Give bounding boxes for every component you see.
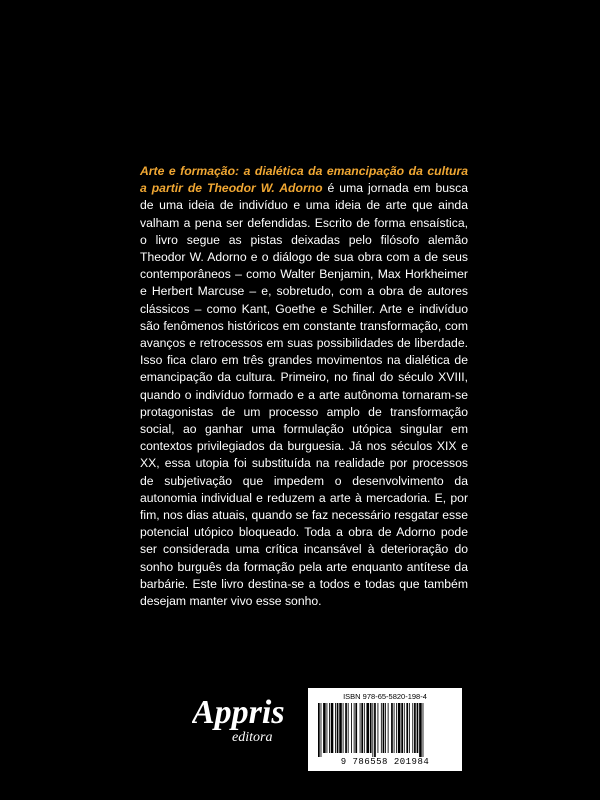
- barcode-bar: [388, 703, 389, 753]
- barcode-bar: [354, 703, 355, 753]
- isbn-barcode-box: [308, 688, 462, 771]
- barcode-bar: [345, 703, 347, 753]
- barcode-bar: [329, 703, 330, 753]
- barcode-bar: [404, 703, 405, 753]
- barcode-bar: [406, 703, 408, 753]
- barcode-bar: [412, 703, 413, 753]
- barcode-bar: [378, 703, 379, 753]
- book-title: Arte e formação: a dialética da emancipação da cultura a partir de Theodor W. Adorno: [140, 164, 468, 196]
- barcode-bar: [391, 703, 393, 753]
- barcode-bar: [419, 703, 422, 757]
- barcode-bar: [366, 703, 369, 753]
- synopsis-paragraph: [140, 163, 468, 610]
- barcode-bar: [339, 703, 342, 753]
- barcode-bar: [394, 703, 395, 753]
- barcode-bar: [381, 703, 382, 753]
- barcode-digits: 9 786558 201984: [340, 757, 430, 767]
- synopsis-text: é uma jornada em busca de uma ideia de indivíduo e uma ideia de arte que ainda valham a pena ser defendidas. Escrito de forma ensaística, o livro segue as pistas deixadas pelo filósofo alemão Theodor W. Adorno e o diálogo de sua obra com a de seus contemporâneos – como Walter Benjamin, Max Horkheimer e Herbert Marcuse – e, sobretudo, com a obra de autores clássicos – como Kant, Goethe e Schiller. Arte e indivíduo são fenômenos históricos em constante transformação, com avanços e retrocessos em suas possibilidades de liberdade. Isso fica claro em três grandes movimentos na dialética de emancipação da cultura. Primeiro, no final do século XVIII, quando o indivíduo formado e a arte autônoma tornaram-se protagonistas de um processo amplo de transformação social, ao ganhar uma formulação utópica singular em contextos privilegiados da burguesia. Já nos séculos XIX e XX, essa utopia foi substituída na realidade por processos de subjetivação que impedem o desenvolvimento da autonomia individual e reduzem a arte à mercadoria. E, por fim, nos dias atuais, quando se faz necessário resgatar esse potencial utópico bloqueado. Toda a obra de Adorno pode ser considerada uma crítica incansável à deterioração do sonho burguês da formação pela arte enquanto antítese da barbárie. Este livro destina-se a todos e todas que também desejam manter vivo esse sonho.: [140, 181, 468, 609]
- barcode-bar: [398, 703, 401, 753]
- barcode-image: [316, 703, 454, 757]
- barcode-bar: [396, 703, 397, 753]
- isbn-label: ISBN 978-65-5820-198-4: [343, 692, 427, 701]
- barcode-bar: [417, 703, 419, 753]
- publisher-logo: [192, 689, 302, 749]
- barcode-bar: [337, 703, 339, 753]
- barcode-bar: [331, 703, 334, 753]
- barcode-bar: [370, 703, 372, 753]
- barcode-bar: [355, 703, 357, 753]
- barcode-bar: [318, 703, 320, 757]
- barcode-bar: [409, 703, 410, 753]
- barcode-bar: [335, 703, 336, 753]
- barcode-bar: [401, 703, 403, 753]
- barcode-bar: [414, 703, 416, 753]
- publisher-logo-sub: editora: [232, 730, 273, 745]
- barcode-bar: [343, 703, 344, 753]
- barcode-bar: [361, 703, 363, 753]
- barcode-bar: [323, 703, 326, 753]
- barcode-bar: [351, 703, 352, 753]
- barcode-bar: [327, 703, 328, 753]
- barcode-bar: [385, 703, 386, 753]
- barcode-bar: [360, 703, 361, 753]
- barcode-bar: [372, 703, 373, 757]
- publisher-logo-main: Appris: [192, 694, 285, 731]
- barcode-bar: [348, 703, 349, 753]
- barcode-bar: [321, 703, 322, 757]
- barcode-bar: [364, 703, 365, 753]
- barcode-bar: [423, 703, 424, 757]
- barcode-bar: [383, 703, 385, 753]
- barcode-bar: [374, 703, 376, 757]
